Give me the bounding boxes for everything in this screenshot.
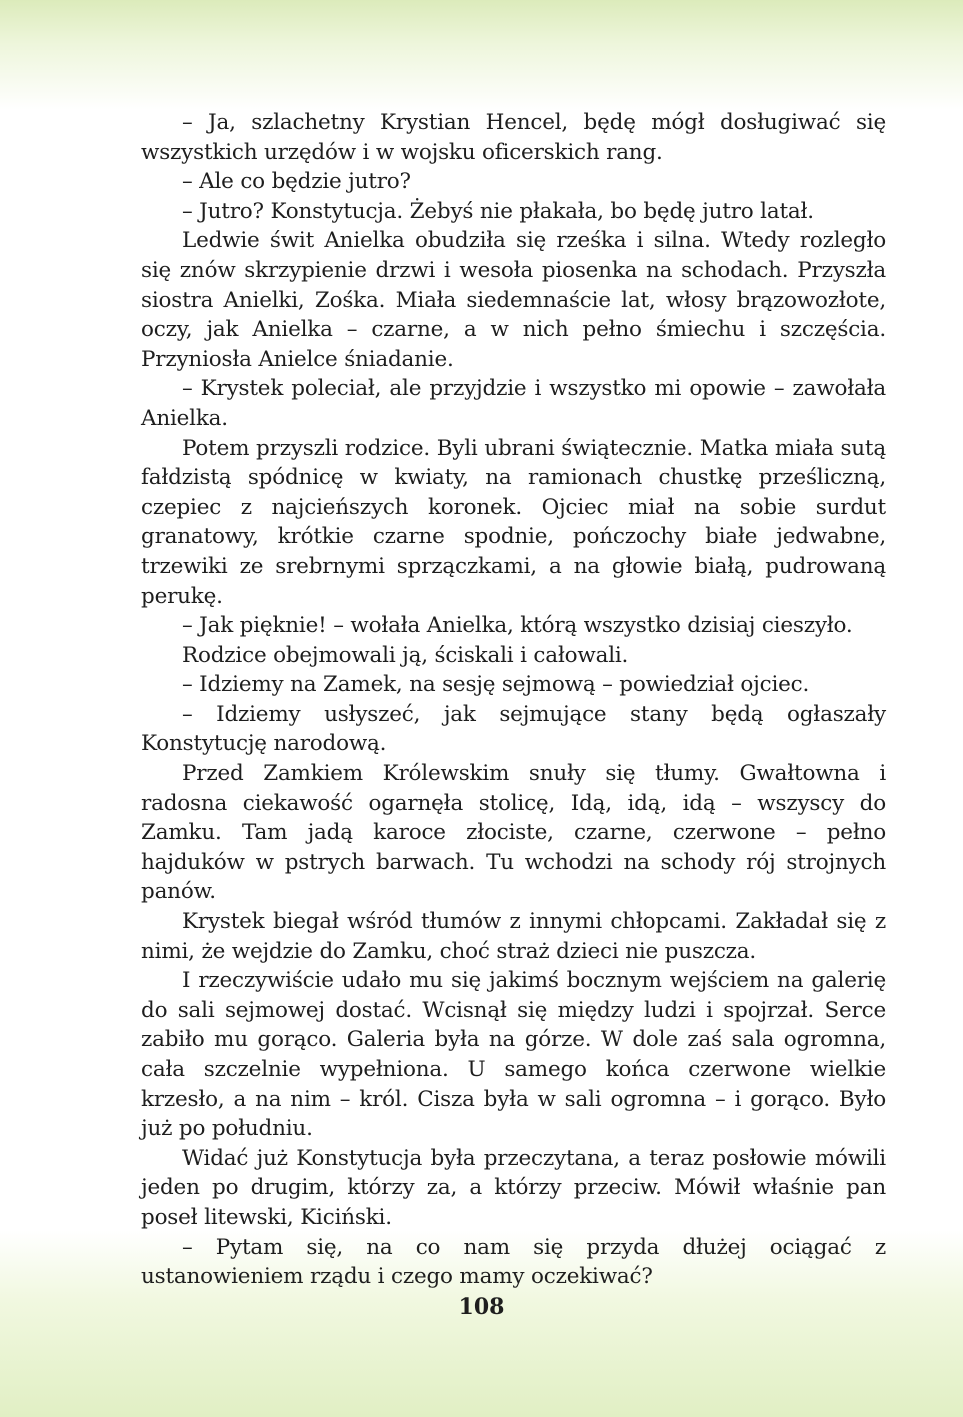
- paragraph-15: – Pytam się, na co nam się przyda dłużej ociągać z ustanowieniem rządu i czego mamy oczekiwać?: [141, 1234, 886, 1290]
- paragraph-4: Ledwie świt Anielka obudziła się rześka i silna. Wtedy rozległo się znów skrzypienie drzwi i wesoła piosenka na schodach. Przyszła siostra Anielki, Zośka. Miała siedemnaście lat, włosy brązowozłote, oczy, jak Anielka – czarne, a w nich pełno śmiechu i szczęścia. Przyniosła Anielce śniadanie.: [141, 228, 886, 372]
- paragraph-1: – Ja, szlachetny Krystian Hencel, będę mógł dosługiwać się wszystkich urzędów i w wojsku oficerskich rang.: [141, 110, 886, 165]
- paragraph-2: – Ale co będzie jutro?: [182, 169, 411, 195]
- paragraph-3: – Jutro? Konstytucja. Żebyś nie płakała, bo będę jutro latał.: [182, 198, 814, 224]
- paragraph-6: Potem przyszli rodzice. Byli ubrani świątecznie. Matka miała sutą fałdzistą spódnicę w kwiaty, na ramionach chustkę prześliczną, czepiec z najcieńszych koronek. Ojciec miał na sobie surdut granatowy, krótkie czarne spodnie, pończochy białe jedwabne, trzewiki ze srebrnymi sprzączkami, a na głowie białą, pudrowaną perukę.: [141, 435, 886, 609]
- paragraph-7: – Jak pięknie! – wołała Anielka, którą wszystko dzisiaj cieszyło.: [182, 613, 853, 639]
- paragraph-13: I rzeczywiście udało mu się jakimś bocznym wejściem na galerię do sali sejmowej dostać. Wcisnął się między ludzi i spojrzał. Serce zabiło mu gorąco. Galeria była na górze. W dole zaś sala ogromna, cała szczelnie wypełniona. U samego końca czerwone wielkie krzesło, a na nim – król. Cisza była w sali ogromna – i gorąco. Było już po południu.: [141, 968, 886, 1142]
- page-number: 108: [458, 1294, 505, 1320]
- paragraph-9: – Idziemy na Zamek, na sesję sejmową – powiedział ojciec.: [182, 672, 810, 698]
- paragraph-12: Krystek biegał wśród tłumów z innymi chłopcami. Zakładał się z nimi, że wejdzie do Zamku, choć straż dzieci nie puszcza.: [141, 909, 886, 964]
- page-body: [141, 108, 886, 1292]
- paragraph-8: Rodzice obejmowali ją, ściskali i całowali.: [182, 642, 629, 668]
- paragraph-10: – Idziemy usłyszeć, jak sejmujące stany będą ogłaszały Konstytucję narodową.: [141, 701, 886, 757]
- paragraph-5: – Krystek poleciał, ale przyjdzie i wszystko mi opowie – zawołała Anielka.: [141, 376, 886, 431]
- paragraph-14: Widać już Konstytucja była przeczytana, a teraz posłowie mówili jeden po drugim, którzy za, a którzy przeciw. Mówił właśnie pan poseł litewski, Kiciński.: [141, 1145, 886, 1230]
- paragraph-11: Przed Zamkiem Królewskim snuły się tłumy. Gwałtowna i radosna ciekawość ogarnęła stolicę, Idą, idą, idą – wszyscy do Zamku. Tam jadą karoce złociste, czarne, czerwone – pełno hajduków w pstrych barwach. Tu wchodzi na schody rój strojnych panów.: [141, 761, 886, 905]
